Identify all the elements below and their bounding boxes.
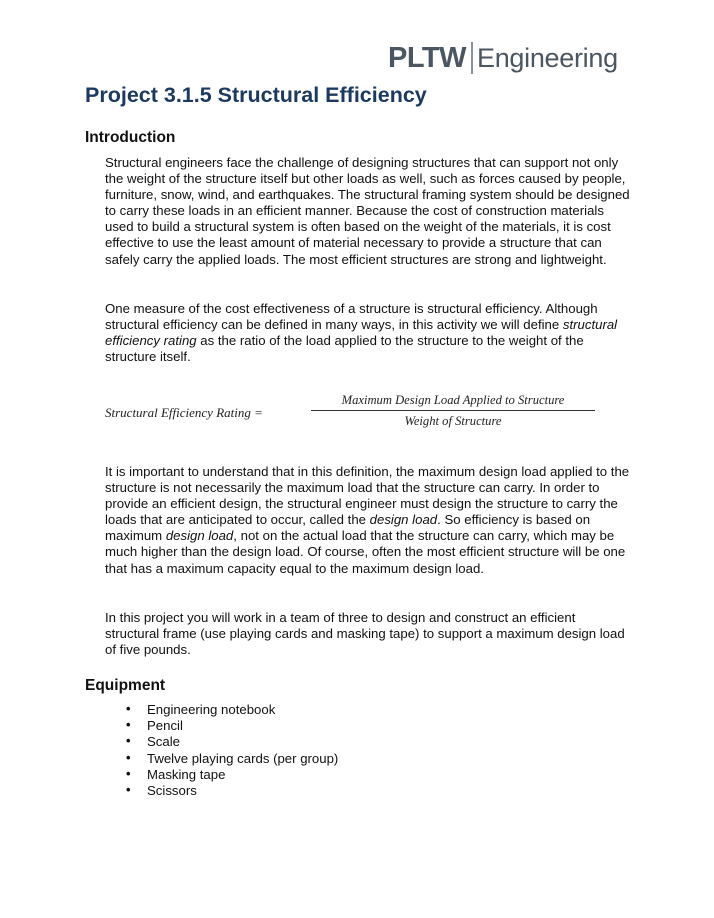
- equipment-list: [125, 702, 338, 799]
- equipment-item: [125, 734, 338, 750]
- equipment-item-label: Pencil: [147, 718, 183, 734]
- equipment-item: [125, 783, 338, 799]
- intro-paragraph-2-text-b: as the ratio of the load applied to the structure to the weight of the structure itself.: [105, 333, 584, 365]
- equipment-item-label: Masking tape: [147, 766, 226, 782]
- equipment-item: [125, 751, 338, 767]
- efficiency-formula: [105, 393, 600, 435]
- bullet-icon: •: [126, 701, 131, 716]
- logo-subtitle: Engineering: [477, 42, 618, 73]
- structural-efficiency-rating-term: structural efficiency rating: [105, 317, 618, 349]
- equipment-item-label: Scissors: [147, 783, 197, 799]
- equipment-item: [125, 702, 338, 718]
- equipment-item: [125, 718, 338, 734]
- formula-lhs: Structural Efficiency Rating =: [105, 405, 263, 420]
- introduction-heading: Introduction: [85, 129, 176, 146]
- pltw-engineering-logo: [388, 38, 618, 78]
- intro-paragraph-2: [105, 301, 633, 365]
- equipment-item: [125, 767, 338, 783]
- intro-paragraph-3: [105, 464, 633, 577]
- design-load-term: design load: [369, 512, 438, 528]
- logo-mark: PLTW: [388, 41, 466, 74]
- equipment-item-label: Twelve playing cards (per group): [147, 750, 339, 766]
- formula-fraction-bar: [311, 410, 595, 411]
- equipment-item-label: Engineering notebook: [147, 702, 276, 717]
- bullet-icon: •: [126, 733, 131, 749]
- intro-paragraph-3-text-a: It is important to understand that in this definition, the maximum design load applied to the structure is not necessarily the maximum load that the structure can carry. In order to provide an efficient design, the structural engineer must design the structure to carry the loads that are anticipated to occur, called the: [105, 464, 630, 528]
- design-load-term-2: design load: [165, 528, 234, 544]
- intro-paragraph-3-text-c: , not on the actual load that the structure can carry, which may be much higher than the design load. Of course, often the most efficient structure will be one that has a maximum capacity equal to the maximum design load.: [105, 528, 626, 576]
- intro-paragraph-3-text-b: . So efficiency is based on maximum: [105, 512, 591, 544]
- logo-divider: [471, 42, 473, 74]
- intro-paragraph-2-text-a: One measure of the cost effectiveness of a structure is structural efficiency. Although structural efficiency can be defined in many ways, in this activity we will define: [105, 301, 598, 333]
- bullet-icon: •: [126, 765, 131, 781]
- intro-paragraph-1: Structural engineers face the challenge of designing structures that can support not only the weight of the structure itself but other loads as well, such as forces caused by people, furniture, snow, wind, and earthquakes. The structural framing system should be designed to carry these loads in an efficient manner. Because the cost of construction materials used to build a structural system is often based on the weight of the materials, it is cost effective to use the least amount of material necessary to provide a structure that can safely carry the applied loads. The most efficient structures are strong and lightweight.: [105, 155, 630, 267]
- bullet-icon: •: [126, 782, 131, 798]
- intro-paragraph-4: In this project you will work in a team of three to design and construct an efficient structural frame (use playing cards and masking tape) to support a maximum design load of five pounds.: [105, 610, 625, 658]
- formula-fraction: [311, 393, 595, 429]
- equipment-item-label: Scale: [147, 734, 180, 750]
- formula-numerator: Maximum Design Load Applied to Structure: [341, 393, 565, 407]
- bullet-icon: •: [126, 717, 131, 733]
- equipment-heading: Equipment: [85, 677, 166, 694]
- bullet-icon: •: [126, 749, 131, 765]
- document-title: Project 3.1.5 Structural Efficiency: [85, 83, 427, 107]
- formula-denominator: Weight of Structure: [404, 414, 502, 428]
